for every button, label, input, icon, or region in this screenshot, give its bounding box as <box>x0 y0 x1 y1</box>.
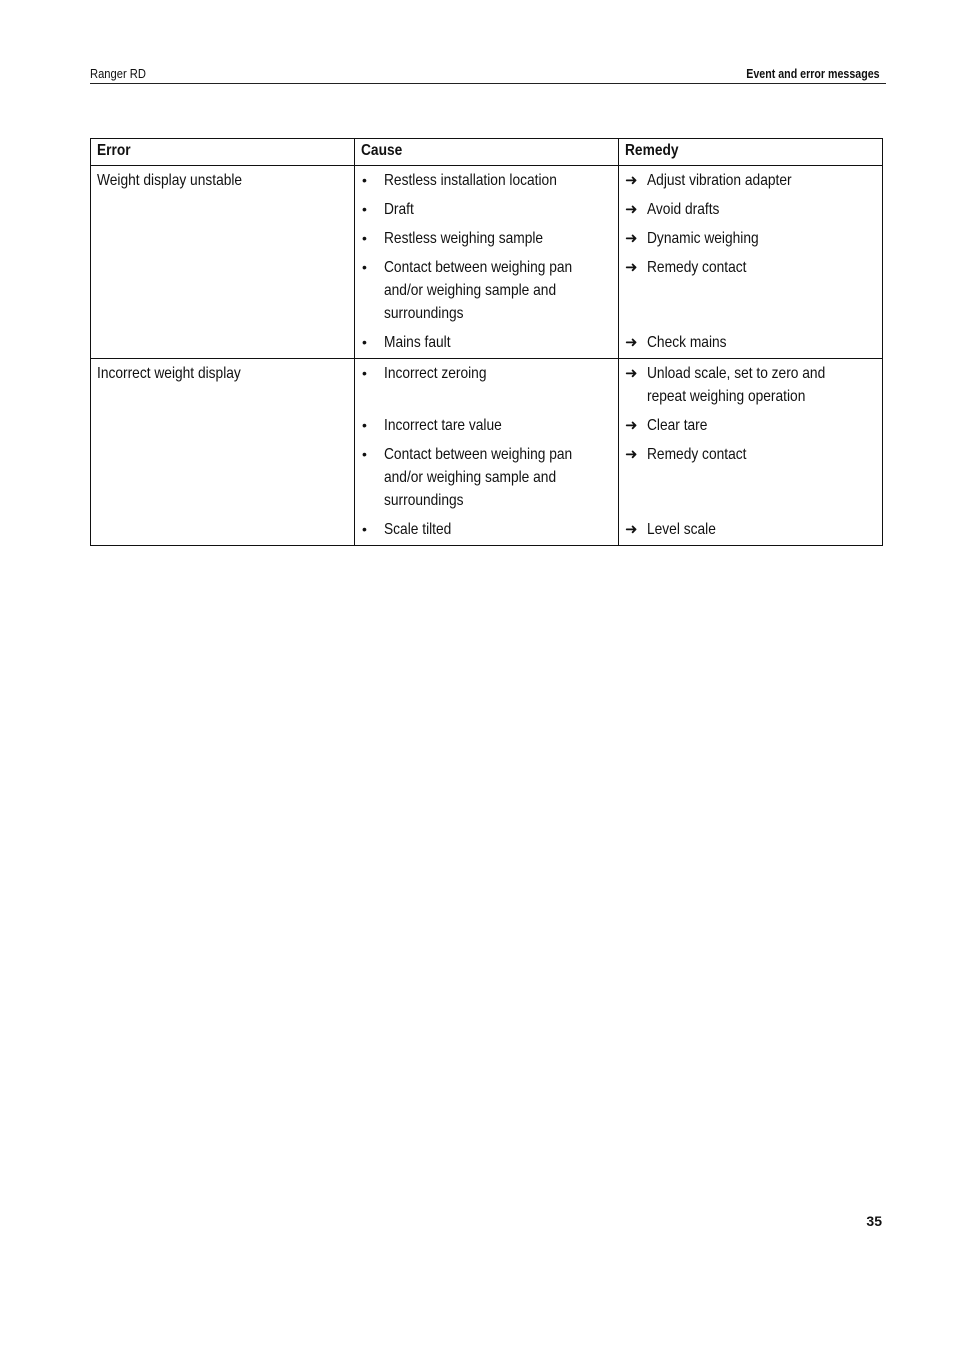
remedy-item: ➜ Clear tare <box>625 414 876 437</box>
bullet-icon: • <box>362 172 367 188</box>
cause-item: • Restless weighing sample <box>361 227 612 250</box>
cause-cell <box>355 359 619 546</box>
table-header-row <box>91 139 883 166</box>
remedy-item: ➜ Remedy contact <box>625 443 876 512</box>
arrow-right-icon: ➜ <box>625 416 638 434</box>
table-row <box>91 166 883 359</box>
bullet-icon: • <box>362 365 367 381</box>
cause-item: • Mains fault <box>361 331 612 354</box>
bullet-icon: • <box>362 446 367 462</box>
arrow-right-icon: ➜ <box>625 520 638 538</box>
error-text: Incorrect weight display <box>97 365 241 382</box>
bullet-icon: • <box>362 201 367 217</box>
arrow-right-icon: ➜ <box>625 171 638 189</box>
cause-item: • Contact between weighing pan and/or weighing sample and surroundings <box>361 256 612 325</box>
column-header-error: Error <box>91 139 355 166</box>
remedy-cell <box>619 359 883 546</box>
remedy-item: ➜ Avoid drafts <box>625 198 876 221</box>
remedy-item: ➜ Adjust vibration adapter <box>625 169 876 192</box>
remedy-item: ➜ Remedy contact <box>625 256 876 325</box>
cause-item: • Scale tilted <box>361 518 612 541</box>
cause-item: • Incorrect zeroing <box>361 362 612 408</box>
bullet-icon: • <box>362 334 367 350</box>
arrow-right-icon: ➜ <box>625 364 638 382</box>
error-cell <box>91 359 355 546</box>
bullet-icon: • <box>362 521 367 537</box>
cause-item: • Contact between weighing pan and/or weighing sample and surroundings <box>361 443 612 512</box>
arrow-right-icon: ➜ <box>625 200 638 218</box>
page-header <box>90 62 886 84</box>
remedy-item: ➜ Level scale <box>625 518 876 541</box>
page-number: 35 <box>866 1213 882 1229</box>
bullet-icon: • <box>362 417 367 433</box>
arrow-right-icon: ➜ <box>625 445 638 463</box>
bullet-icon: • <box>362 230 367 246</box>
column-header-cause: Cause <box>355 139 619 166</box>
arrow-right-icon: ➜ <box>625 333 638 351</box>
cause-cell <box>355 166 619 359</box>
remedy-item: ➜ Dynamic weighing <box>625 227 876 250</box>
error-text: Weight display unstable <box>97 172 243 189</box>
remedy-item: ➜ Check mains <box>625 331 876 354</box>
column-header-remedy: Remedy <box>619 139 883 166</box>
arrow-right-icon: ➜ <box>625 258 638 276</box>
table-row <box>91 359 883 546</box>
error-table <box>90 138 883 546</box>
error-cell <box>91 166 355 359</box>
arrow-right-icon: ➜ <box>625 229 638 247</box>
remedy-cell <box>619 166 883 359</box>
document-title: Ranger RD <box>90 66 146 81</box>
remedy-item: ➜ Unload scale, set to zero and repeat weighing operation <box>625 362 876 408</box>
cause-item: • Restless installation location <box>361 169 612 192</box>
cause-item: • Draft <box>361 198 612 221</box>
cause-item: • Incorrect tare value <box>361 414 612 437</box>
bullet-icon: • <box>362 259 367 275</box>
section-title: Event and error messages <box>746 66 880 81</box>
